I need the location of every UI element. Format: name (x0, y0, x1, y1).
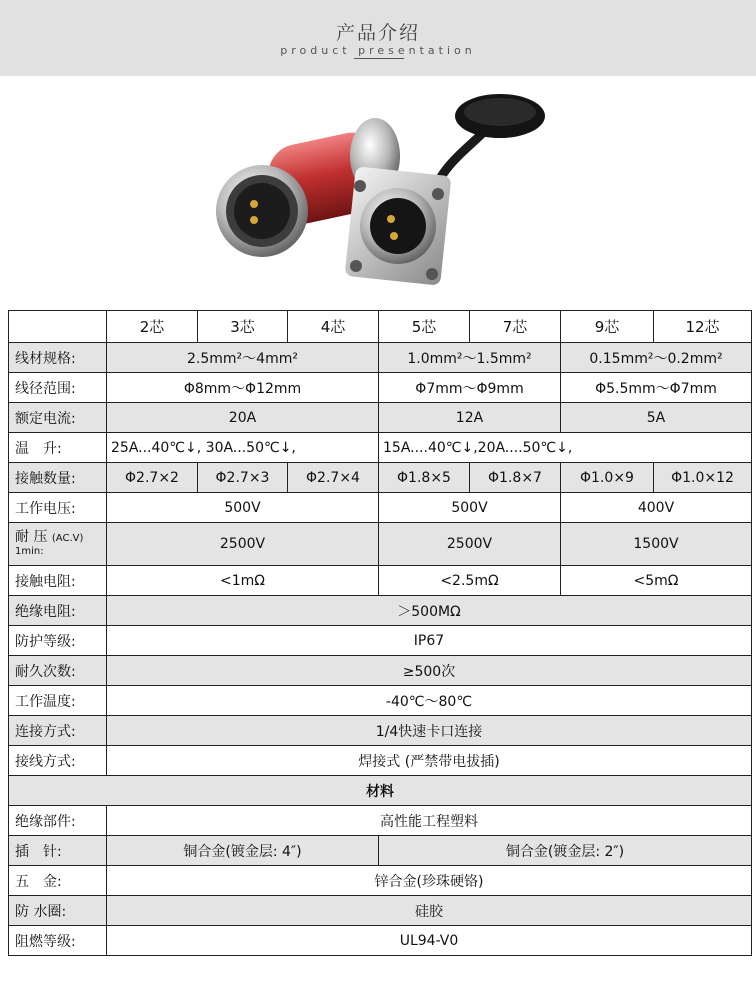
row-label: 阻燃等级: (9, 926, 107, 956)
row-label (9, 523, 107, 566)
withstand-voltage-a: 2500V (107, 523, 379, 566)
connection-row (9, 716, 752, 746)
contact-resistance-c: <5mΩ (561, 566, 752, 596)
row-label: 插 针: (9, 836, 107, 866)
row-label: 温 升: (9, 433, 107, 463)
withstand-voltage-row (9, 523, 752, 566)
contact-resistance-row (9, 566, 752, 596)
row-label: 绝缘电阻: (9, 596, 107, 626)
rated-current-b: 12A (379, 403, 561, 433)
working-voltage-b: 500V (379, 493, 561, 523)
contact-resistance-a: <1mΩ (107, 566, 379, 596)
materials-header-row (9, 776, 752, 806)
header-3-core: 3芯 (198, 311, 288, 343)
durability-row (9, 656, 752, 686)
row-label: 绝缘部件: (9, 806, 107, 836)
working-voltage-c: 400V (561, 493, 752, 523)
temp-rise-a: 25A...40℃↓, 30A...50℃↓, (107, 433, 379, 463)
header-4-core: 4芯 (288, 311, 379, 343)
title-banner (0, 0, 756, 76)
row-label: 五 金: (9, 866, 107, 896)
row-label: 防 水圈: (9, 896, 107, 926)
flame-row (9, 926, 752, 956)
wire-diameter-b: Φ7mm～Φ9mm (379, 373, 561, 403)
materials-header: 材料 (9, 776, 752, 806)
contact-count-cell: Φ1.8×5 (379, 463, 470, 493)
insulation-part-value: 高性能工程塑料 (107, 806, 752, 836)
contact-count-cell: Φ2.7×3 (198, 463, 288, 493)
header-row (9, 311, 752, 343)
flame-value: UL94-V0 (107, 926, 752, 956)
seal-value: 硅胶 (107, 896, 752, 926)
banner-title: 产品介绍 (335, 22, 420, 44)
banner-subtitle: product presentation (280, 44, 476, 57)
withstand-voltage-c: 1500V (561, 523, 752, 566)
working-temp-row (9, 686, 752, 716)
rated-current-row (9, 403, 752, 433)
row-label: 工作温度: (9, 686, 107, 716)
withstand-label: 耐 压 (15, 529, 48, 545)
rated-current-c: 5A (561, 403, 752, 433)
contact-count-row (9, 463, 752, 493)
header-9-core: 9芯 (561, 311, 654, 343)
product-image (210, 86, 560, 301)
seal-row (9, 896, 752, 926)
header-blank (9, 311, 107, 343)
header-5-core: 5芯 (379, 311, 470, 343)
contact-count-cell: Φ1.0×12 (654, 463, 752, 493)
wire-spec-c: 0.15mm²～0.2mm² (561, 343, 752, 373)
contact-count-cell: Φ2.7×2 (107, 463, 198, 493)
spec-table (8, 310, 752, 956)
working-voltage-a: 500V (107, 493, 379, 523)
connection-value: 1/4快速卡口连接 (107, 716, 752, 746)
insulation-part-row (9, 806, 752, 836)
row-label: 耐久次数: (9, 656, 107, 686)
working-voltage-row (9, 493, 752, 523)
wire-spec-row (9, 343, 752, 373)
subtitle-underline (354, 58, 404, 59)
withstand-time: 1min: (15, 546, 44, 557)
rated-current-a: 20A (107, 403, 379, 433)
protection-row (9, 626, 752, 656)
insulation-resistance-value: ＞500MΩ (107, 596, 752, 626)
row-label: 接触电阻: (9, 566, 107, 596)
wiring-row (9, 746, 752, 776)
row-label: 接线方式: (9, 746, 107, 776)
header-7-core: 7芯 (470, 311, 561, 343)
pin-row (9, 836, 752, 866)
row-label: 工作电压: (9, 493, 107, 523)
pin-b: 铜合金(镀金层: 2″) (379, 836, 752, 866)
wire-spec-b: 1.0mm²～1.5mm² (379, 343, 561, 373)
temp-rise-b: 15A....40℃↓,20A....50℃↓, (379, 433, 752, 463)
header-12-core: 12芯 (654, 311, 752, 343)
wire-diameter-c: Φ5.5mm～Φ7mm (561, 373, 752, 403)
row-label: 线材规格: (9, 343, 107, 373)
temp-rise-row (9, 433, 752, 463)
contact-count-cell: Φ1.0×9 (561, 463, 654, 493)
pin-a: 铜合金(镀金层: 4″) (107, 836, 379, 866)
wiring-value: 焊接式 (严禁带电拔插) (107, 746, 752, 776)
insulation-resistance-row (9, 596, 752, 626)
contact-resistance-b: <2.5mΩ (379, 566, 561, 596)
wire-diameter-row (9, 373, 752, 403)
durability-value: ≥500次 (107, 656, 752, 686)
contact-count-cell: Φ2.7×4 (288, 463, 379, 493)
header-2-core: 2芯 (107, 311, 198, 343)
row-label: 防护等级: (9, 626, 107, 656)
contact-count-cell: Φ1.8×7 (470, 463, 561, 493)
wire-spec-a: 2.5mm²～4mm² (107, 343, 379, 373)
withstand-voltage-b: 2500V (379, 523, 561, 566)
row-label: 接触数量: (9, 463, 107, 493)
socket-connector (345, 166, 452, 285)
withstand-unit: (AC.V) (51, 533, 84, 544)
row-label: 连接方式: (9, 716, 107, 746)
wire-diameter-a: Φ8mm～Φ12mm (107, 373, 379, 403)
row-label: 线径范围: (9, 373, 107, 403)
working-temp-value: -40℃～80℃ (107, 686, 752, 716)
hardware-value: 锌合金(珍珠硬铬) (107, 866, 752, 896)
protection-value: IP67 (107, 626, 752, 656)
row-label: 额定电流: (9, 403, 107, 433)
hardware-row (9, 866, 752, 896)
